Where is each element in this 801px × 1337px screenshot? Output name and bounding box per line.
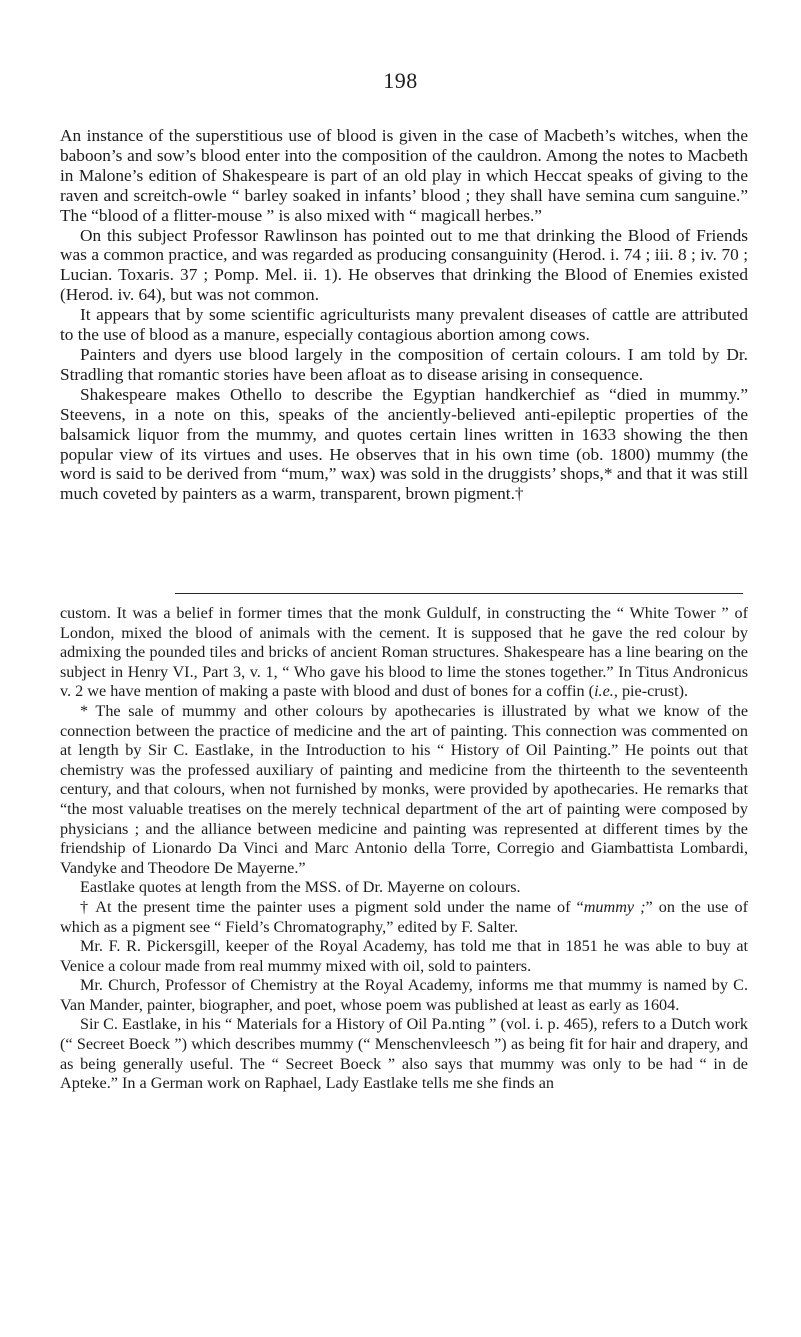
footnote-divider <box>175 593 743 594</box>
paragraph-macbeth-witches: An instance of the superstitious use of blood is given in the case of Macbeth’s witches, when the baboon’s and sow’s blood enter into the composition of the cauldron. Among the notes to Macbeth in Malone’s edition of Shakespeare is part of an old play in which Heccat speaks of giving to the raven and screitch-owle “ barley soaked in infants’ blood ; they shall have semina cum sanguine.” The “blood of a flitter-mouse ” is also mixed with “ magicall herbes.” <box>60 126 748 225</box>
main-text <box>60 126 748 504</box>
paragraph-othello-mummy: Shakespeare makes Othello to describe the Egyptian handkerchief as “died in mummy.” Steevens, in a note on this, speaks of the anciently-believed anti-epileptic properties of the balsamick liquor from the mummy, and quotes certain lines written in 1633 showing the then popular view of its virtues and uses. He observes that in his own time (ob. 1800) mummy (the word is said to be derived from “mum,” wax) was sold in the druggists’ shops,* and that it was still much coveted by painters as a warm, transparent, brown pigment.† <box>60 384 748 504</box>
footnote-pickersgill: Mr. F. R. Pickersgill, keeper of the Royal Academy, has told me that in 1851 he was able to buy at Venice a colour made from real mummy mixed with oil, sold to painters. <box>60 937 748 975</box>
footnote-continuation-text: custom. It was a belief in former times that the monk Guldulf, in constructing the “ White Tower ” of London, mixed the blood of animals with the cement. It is supposed that he gave the red colour by admixing the pounded tiles and bricks of ancient Roman structures. Shakespeare has a line bearing on the subject in Henry VI., Part 3, v. 1, “ Who gave his blood to lime the stones together.” In Titus Andronicus v. 2 we have mention of making a paste with blood and dust of bones for a coffin ( <box>60 604 748 701</box>
footnote-star-apothecaries: * The sale of mummy and other colours by apothecaries is illustrated by what we know of the connection between the practice of medicine and the art of painting. This connection was commented on at length by Sir C. Eastlake, in the Introduction to his “ History of Oil Painting.” He points out that chemistry was the professed auxiliary of painting and medicine from the thirteenth to the seventeenth century, and that colours, when not furnished by monks, were provided by apothecaries. He remarks that “the most valuable treatises on the merely technical department of the art of painting were composed by physicians ; and the alliance between medicine and painting was represented at different times by the friendship of Lionardo Da Vinci and Marc Antonio della Torre, Corregio and Giambattista Lombardi, Vandyke and Theodore De Mayerne.” <box>60 701 748 877</box>
footnote-continuation-end: , pie-crust). <box>613 682 689 701</box>
footnote-mummy-word: mummy ; <box>583 897 646 916</box>
footnote-dagger-start: † At the present time the painter uses a pigment sold under the name of “ <box>80 897 584 916</box>
paragraph-cattle-diseases: It appears that by some scientific agriculturists many prevalent diseases of cattle are attributed to the use of blood as a manure, especially contagious abortion among cows. <box>60 305 748 345</box>
footnote-dagger-mummy <box>60 898 748 937</box>
footnote-dagger-end: ” on the use of which as a pigment see “ Field’s Chromatography,” edited by F. Salter. <box>60 897 748 936</box>
footnote-ie: i.e. <box>594 682 614 701</box>
footnote-continuation <box>60 604 748 702</box>
paragraph-painters-dyers: Painters and dyers use blood largely in the composition of certain colours. I am told by Dr. Stradling that romantic stories have been afloat as to disease arising in consequence. <box>60 344 748 384</box>
footnote-eastlake-materials: Sir C. Eastlake, in his “ Materials for a History of Oil Pa.nting ” (vol. i. p. 465), refers to a Dutch work (“ Secreet Boeck ”) which describes mummy (“ Menschenvleesch ”) as being fit for hair and drapery, and as being generally useful. The “ Secreet Boeck ” also says that mummy was only to be had “ in de Apteke.” In a German work on Raphael, Lady Eastlake tells me she finds an <box>60 1015 748 1093</box>
footnote-eastlake-mayerne: Eastlake quotes at length from the MSS. of Dr. Mayerne on colours. <box>80 878 521 897</box>
footnote-church: Mr. Church, Professor of Chemistry at the Royal Academy, informs me that mummy is named by C. Van Mander, painter, biographer, and poet, whose poem was published at least as early as 1604. <box>60 976 748 1014</box>
page-number: 198 <box>383 68 418 93</box>
paragraph-blood-of-friends: On this subject Professor Rawlinson has pointed out to me that drinking the Blood of Friends was a common practice, and was regarded as producing consanguinity (Herod. i. 74 ; iii. 8 ; iv. 70 ; Lucian. Toxaris. 37 ; Pomp. Mel. ii. 1). He observes that drinking the Blood of Enemies existed (Herod. iv. 64), but was not common. <box>60 225 748 305</box>
footnotes <box>60 604 748 1094</box>
